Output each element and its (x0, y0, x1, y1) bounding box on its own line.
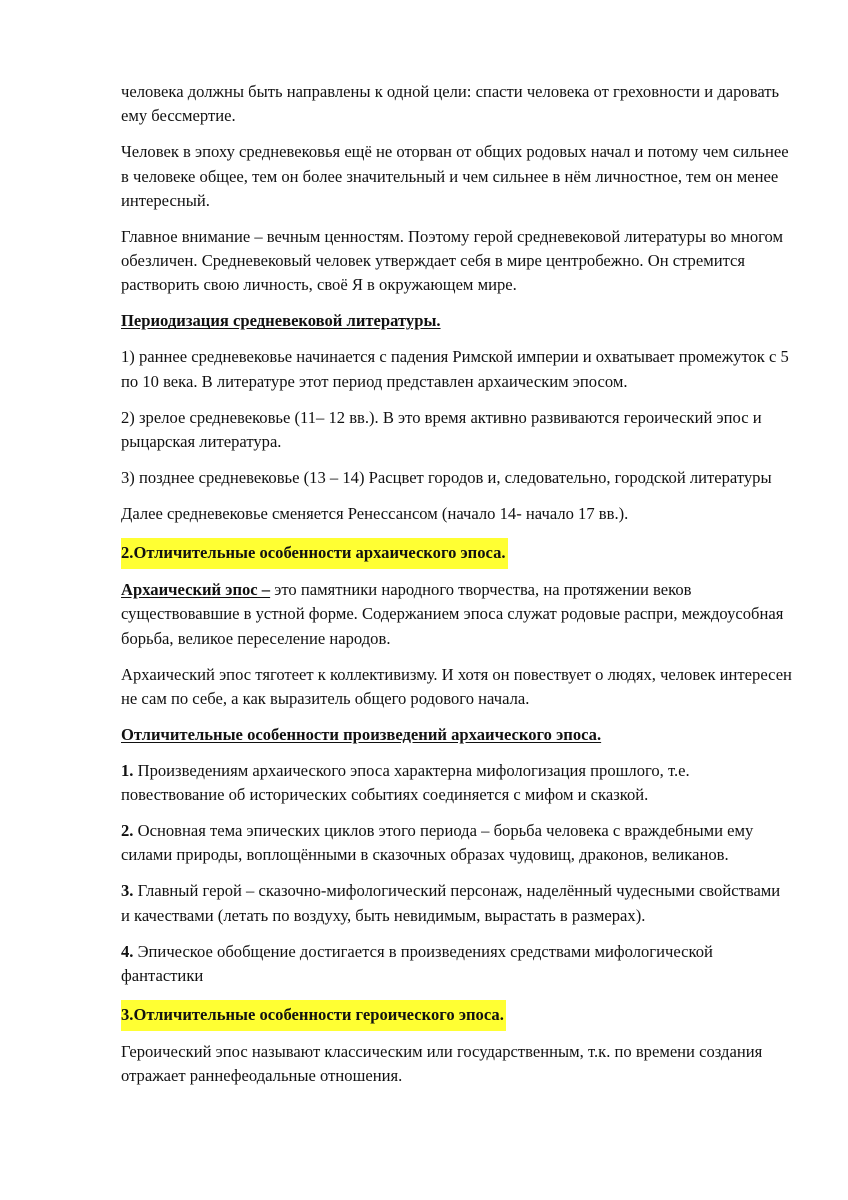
feature-text: Главный герой – сказочно-мифологический персонаж, наделённый чудесными свойствами и качествами (летать по воздуху, быть невидимым, вырастать в размерах). (121, 881, 781, 925)
periodization-heading: Периодизация средневековой литературы. (121, 311, 441, 331)
feature-item-3 (121, 879, 793, 928)
feature-number: 1. (121, 760, 134, 780)
feature-number: 4. (121, 941, 134, 961)
document-page (121, 80, 793, 1100)
definition-term: Архаический эпос – (121, 579, 271, 599)
paragraph: Героический эпос называют классическим или государственным, т.к. по времени создания отражает раннефеодальные отношения. (121, 1041, 763, 1086)
feature-number: 3. (121, 881, 134, 901)
section-2-heading-row (121, 538, 793, 569)
feature-text: Эпическое обобщение достигается в произведениях средствами мифологической фантастики (121, 941, 713, 985)
paragraph: человека должны быть направлены к одной цели: спасти человека от греховности и даровать ему бессмертие. (121, 82, 780, 126)
periodization-item-3: 3) позднее средневековье (13 – 14) Расцвет городов и, следовательно, городской литературы (121, 467, 772, 487)
section-2-heading: 2.Отличительные особенности архаического эпоса. (121, 538, 508, 569)
periodization-item-2: 2) зрелое средневековье (11– 12 вв.). В это время активно развиваются героический эпос и рыцарская литература. (121, 407, 762, 451)
periodization-item-1: 1) раннее средневековье начинается с падения Римской империи и охватывает промежуток с 5 по 10 века. В литературе этот период представлен архаическим эпосом. (121, 347, 789, 391)
section-3-heading-row (121, 1000, 793, 1031)
feature-number: 2. (121, 821, 134, 841)
paragraph: Человек в эпоху средневековья ещё не оторван от общих родовых начал и потому чем сильнее в человеке общее, тем он более значительный и чем сильнее в нём личностное, тем он менее интересный. (121, 142, 789, 210)
paragraph: Главное внимание – вечным ценностям. Поэтому герой средневековой литературы во многом обезличен. Средневековый человек утверждает себя в мире центробежно. Он стремится растворить свою личность, своё Я в окружающем мире. (121, 226, 783, 295)
feature-text: Основная тема эпических циклов этого периода – борьба человека с враждебными ему силами природы, воплощёнными в сказочных образах чудовищ, драконов, великанов. (121, 821, 754, 865)
feature-item-1 (121, 759, 793, 808)
paragraph: Архаический эпос тяготеет к коллективизму. И хотя он повествует о людях, человек интересен не сам по себе, а как выразитель общего родового начала. (121, 664, 792, 708)
section-3-heading: 3.Отличительные особенности героического эпоса. (121, 1000, 506, 1031)
archaic-epic-definition (121, 578, 793, 651)
paragraph: Далее средневековье сменяется Ренессансом (начало 14- начало 17 вв.). (121, 503, 629, 523)
feature-text: Произведениям архаического эпоса характерна мифологизация прошлого, т.е. повествование об исторических событиях соединяется с мифом и сказкой. (121, 760, 690, 805)
definition-text: это памятники народного творчества, на протяжении веков существовавшие в устной форме. Содержанием эпоса служат родовые распри, междоусобная борьба, великое переселение народов. (121, 579, 784, 648)
feature-item-4 (121, 940, 793, 989)
feature-item-2 (121, 819, 793, 868)
features-heading: Отличительные особенности произведений архаического эпоса. (121, 724, 602, 744)
